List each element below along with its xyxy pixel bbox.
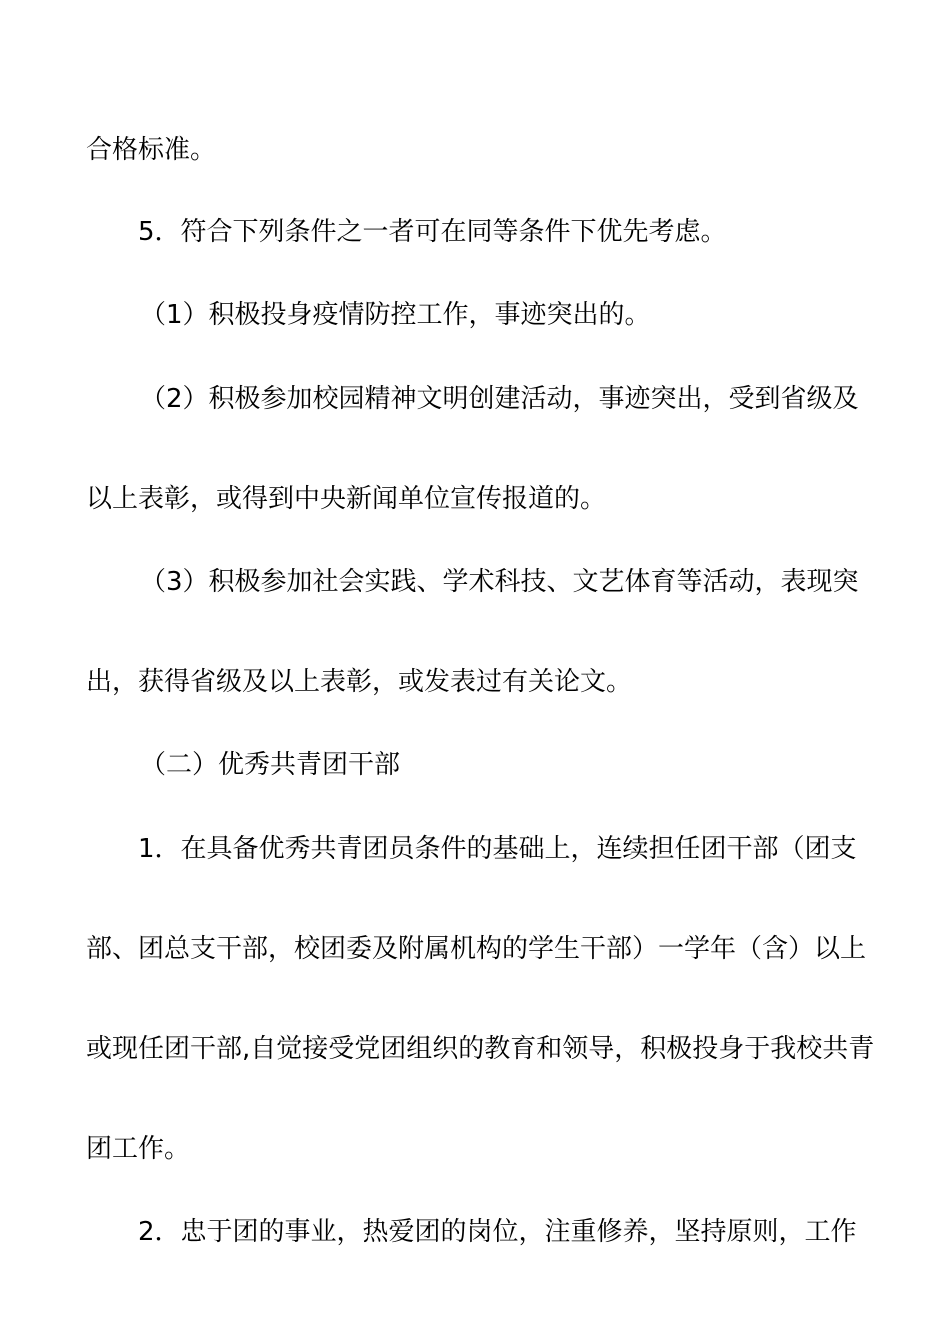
text-line — [0, 130, 950, 170]
text-line — [0, 479, 950, 519]
text-line — [0, 562, 950, 602]
text-line — [0, 1212, 950, 1252]
line-text: 2．忠于团的事业，热爱团的岗位，注重修养，坚持原则，工作 — [138, 1217, 857, 1247]
line-text: 1．在具备优秀共青团员条件的基础上，连续担任团干部（团支 — [138, 834, 857, 864]
line-text: 或现任团干部,自觉接受党团组织的教育和领导，积极投身于我校共青 — [86, 1034, 875, 1064]
section-heading — [0, 745, 950, 785]
line-text: （二）优秀共青团干部 — [140, 750, 401, 780]
text-line — [0, 929, 950, 969]
text-line — [0, 829, 950, 869]
text-line — [0, 379, 950, 419]
line-text: 部、团总支干部，校团委及附属机构的学生干部）一学年（含）以上 — [86, 934, 867, 964]
line-text: 出，获得省级及以上表彰，或发表过有关论文。 — [86, 667, 633, 697]
line-text: 5．符合下列条件之一者可在同等条件下优先考虑。 — [138, 217, 727, 247]
text-line — [0, 295, 950, 335]
line-text: 团工作。 — [86, 1134, 191, 1164]
line-text: 合格标准。 — [86, 135, 217, 165]
line-text: （2）积极参加校园精神文明创建活动，事迹突出，受到省级及 — [140, 384, 859, 414]
line-text: （3）积极参加社会实践、学术科技、文艺体育等活动，表现突 — [140, 567, 859, 597]
text-line — [0, 662, 950, 702]
line-text: 以上表彰，或得到中央新闻单位宣传报道的。 — [86, 484, 607, 514]
text-line — [0, 1129, 950, 1169]
text-line — [0, 212, 950, 252]
text-line — [0, 1029, 950, 1069]
line-text: （1）积极投身疫情防控工作，事迹突出的。 — [140, 300, 651, 330]
